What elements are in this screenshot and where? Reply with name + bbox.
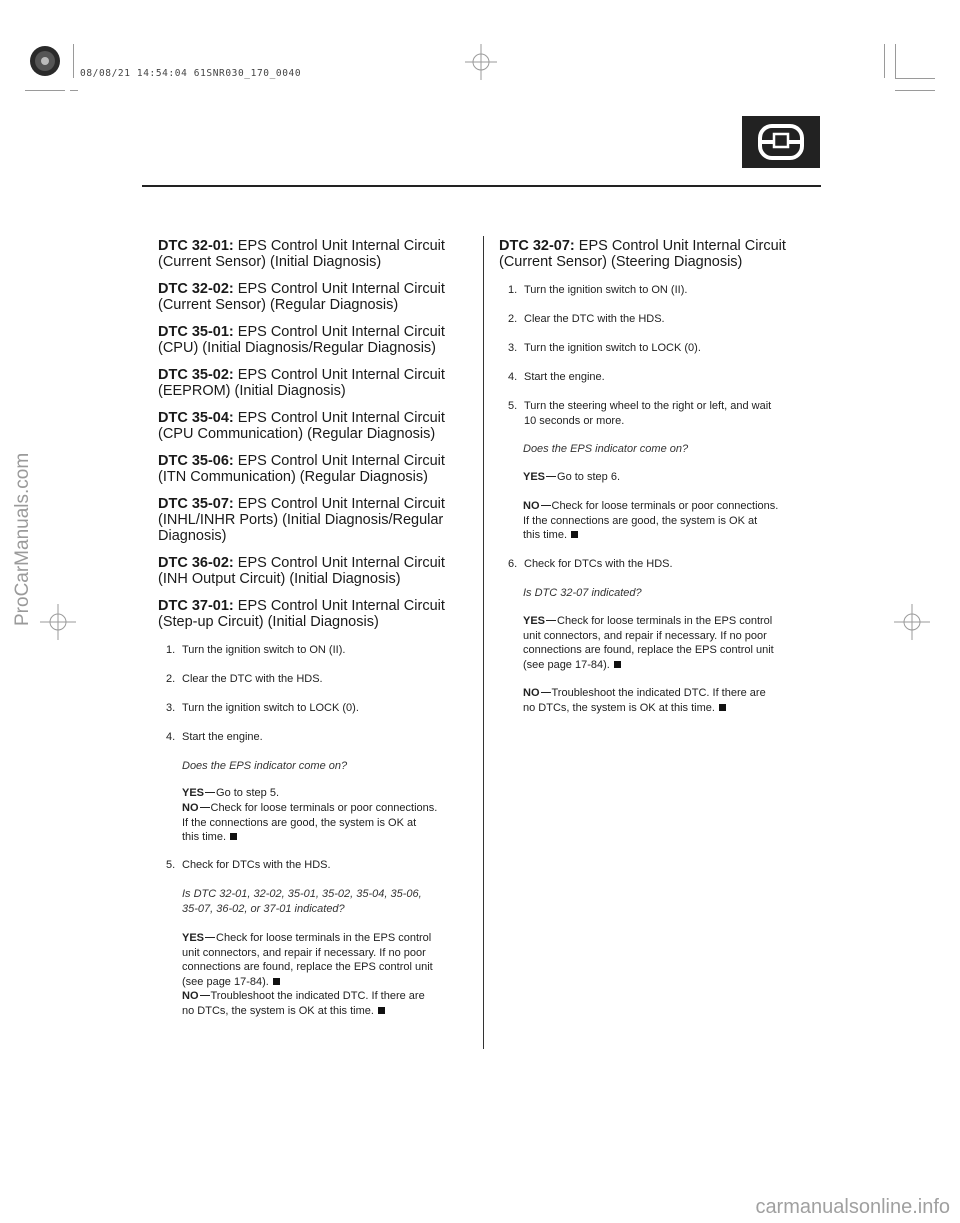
print-timestamp: 08/08/21 14:54:04 61SNR030_170_0040 <box>80 68 302 79</box>
section-badge <box>742 116 820 168</box>
crop-mark <box>895 90 935 91</box>
step-item: 2. Clear the DTC with the HDS. <box>166 673 323 685</box>
crop-mark <box>895 44 896 78</box>
step-item: 5. Check for DTCs with the HDS. <box>166 859 331 871</box>
yes-answer: YES Go to step 6. <box>523 471 620 483</box>
dtc-heading: DTC 35-01: EPS Control Unit Internal Circuit (CPU) (Initial Diagnosis/Regular Diagnosis) <box>158 324 445 356</box>
dtc-heading: DTC 37-01: EPS Control Unit Internal Circuit (Step-up Circuit) (Initial Diagnosis) <box>158 598 445 630</box>
step-item: 3. Turn the ignition switch to LOCK (0). <box>508 342 701 354</box>
crop-mark <box>895 78 935 79</box>
registration-target-icon <box>28 44 62 78</box>
dtc-heading: DTC 32-07: EPS Control Unit Internal Circuit (Current Sensor) (Steering Diagnosis) <box>499 238 786 270</box>
yes-answer: YES Go to step 5. <box>182 787 279 799</box>
step-item: 1. Turn the ignition switch to ON (II). <box>508 284 688 296</box>
end-mark-icon <box>571 531 578 538</box>
crosshair-icon <box>894 604 930 640</box>
end-mark-icon <box>230 833 237 840</box>
end-mark-icon <box>378 1007 385 1014</box>
dtc-heading: DTC 32-02: EPS Control Unit Internal Circuit (Current Sensor) (Regular Diagnosis) <box>158 281 445 313</box>
dtc-heading: DTC 35-06: EPS Control Unit Internal Circuit (ITN Communication) (Regular Diagnosis) <box>158 453 445 485</box>
crop-mark <box>25 90 65 91</box>
no-answer: NO Check for loose terminals or poor connections. If the connections are good, the system is OK at this time. <box>523 500 779 541</box>
dtc-heading: DTC 35-02: EPS Control Unit Internal Circuit (EEPROM) (Initial Diagnosis) <box>158 367 445 399</box>
question-text: Is DTC 32-07 indicated? <box>523 587 642 599</box>
question-text: Does the EPS indicator come on? <box>182 760 348 772</box>
dtc-heading: DTC 35-07: EPS Control Unit Internal Circuit (INHL/INHR Ports) (Initial Diagnosis/Regular Diagnosis) <box>158 496 445 544</box>
steering-wheel-icon <box>742 116 820 168</box>
no-answer: NO Check for loose terminals or poor connections. If the connections are good, the system is OK at this time. <box>182 802 438 843</box>
step-item: 4. Start the engine. <box>508 371 605 383</box>
step-item: 1. Turn the ignition switch to ON (II). <box>166 644 346 656</box>
question-text: Is DTC 32-01, 32-02, 35-01, 35-02, 35-04, 35-06, 35-07, 36-02, or 37-01 indicated? <box>182 888 422 915</box>
crop-mark <box>884 44 885 78</box>
crop-mark <box>70 90 78 91</box>
dtc-heading: DTC 36-02: EPS Control Unit Internal Circuit (INH Output Circuit) (Initial Diagnosis) <box>158 555 445 587</box>
crosshair-icon <box>464 42 498 82</box>
column-divider <box>483 236 484 1049</box>
bottom-watermark: carmanualsonline.info <box>755 1196 950 1218</box>
no-answer: NO Troubleshoot the indicated DTC. If there are no DTCs, the system is OK at this time. <box>523 687 766 714</box>
yes-answer: YES Check for loose terminals in the EPS control unit connectors, and repair if necessary. If no poor connections are found, replace the EPS control unit (see page 17-84). <box>523 615 774 671</box>
step-item: 6. Check for DTCs with the HDS. <box>508 558 673 570</box>
crop-mark <box>73 44 74 78</box>
dtc-heading: DTC 35-04: EPS Control Unit Internal Circuit (CPU Communication) (Regular Diagnosis) <box>158 410 445 442</box>
dtc-heading: DTC 32-01: EPS Control Unit Internal Circuit (Current Sensor) (Initial Diagnosis) <box>158 238 445 270</box>
header-rule <box>142 185 821 187</box>
side-watermark: ProCarManuals.com <box>12 452 33 626</box>
end-mark-icon <box>614 661 621 668</box>
step-item: 5. Turn the steering wheel to the right or left, and wait 10 seconds or more. <box>508 400 772 427</box>
end-mark-icon <box>273 978 280 985</box>
crosshair-icon <box>40 604 76 640</box>
yes-answer: YES Check for loose terminals in the EPS control unit connectors, and repair if necessary. If no poor connections are found, replace the EPS control unit (see page 17-84). <box>182 932 433 988</box>
question-text: Does the EPS indicator come on? <box>523 443 689 455</box>
no-answer: NO Troubleshoot the indicated DTC. If there are no DTCs, the system is OK at this time. <box>182 990 425 1017</box>
step-item: 4. Start the engine. <box>166 731 263 743</box>
step-item: 2. Clear the DTC with the HDS. <box>508 313 665 325</box>
step-item: 3. Turn the ignition switch to LOCK (0). <box>166 702 359 714</box>
end-mark-icon <box>719 704 726 711</box>
